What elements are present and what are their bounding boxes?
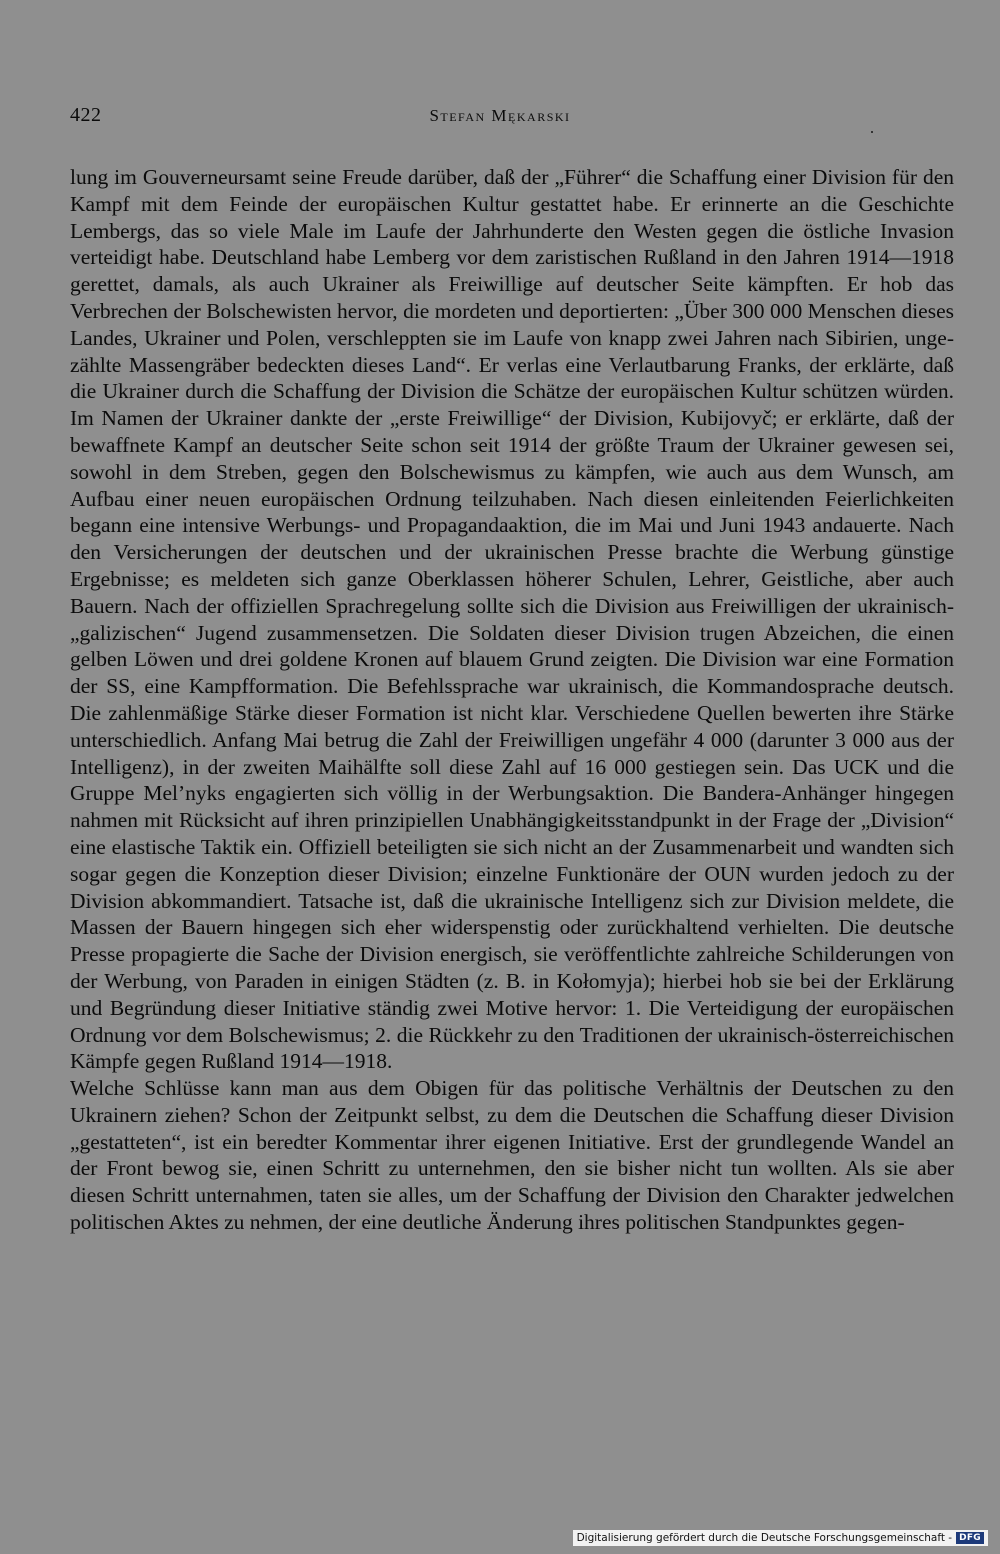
- digitization-footer: [573, 1530, 988, 1546]
- body-text: [70, 164, 954, 1236]
- footer-credit: Digitalisierung gefördert durch die Deutsche Forschungsgemeinschaft -: [576, 1532, 953, 1544]
- page-number: 422: [70, 104, 102, 126]
- running-head: Stefan Mękarski: [429, 106, 571, 125]
- paragraph-1: lung im Gouverneursamt seine Freude darüber, daß der „Führer“ die Schaffung einer Division für den Kampf mit dem Feinde der europäischen Kultur gestattet habe. Er erinnerte an die Geschichte Lembergs, das so viele Male im Laufe der Jahrhunderte den Westen gegen die östliche Invasion verteidigt habe. Deutschland habe Lemberg vor dem zaristischen Rußland in den Jahren 1914—1918 gerettet, damals, als auch Ukrainer als Freiwillige auf deutscher Seite kämpften. Er hob das Verbrechen der Bolschewisten hervor, die mordeten und deportierten: „Über 300 000 Menschen dieses Landes, Ukrainer und Polen, verschleppten sie im Laufe von knapp zwei Jahren nach Sibirien, ungezählte Massengräber bedeckten dieses Land“. Er verlas eine Verlautbarung Franks, der erklärte, daß die Ukrainer durch die Schaffung der Division die Schätze der europäischen Kultur schützen würden. Im Namen der Ukrainer dankte der „erste Freiwillige“ der Division, Kubijovyč; er erklärte, daß der bewaffnete Kampf an deutscher Seite schon seit 1914 der größte Traum der Ukrainer gewesen sei, sowohl in dem Streben, gegen den Bolschewismus zu kämpfen, wie auch aus dem Wunsch, am Aufbau einer neuen europäischen Ordnung teilzuhaben. Nach diesen einleitenden Feierlichkeiten begann eine intensive Werbungs- und Propagandaaktion, die im Mai und Juni 1943 andauerte. Nach den Versicherungen der deutschen und der ukrainischen Presse brachte die Werbung günstige Ergebnisse; es meldeten sich ganze Oberklassen höherer Schulen, Lehrer, Geistliche, aber auch Bauern. Nach der offiziellen Sprachregelung sollte sich die Division aus Freiwilligen der ukrainisch-„galizischen“ Jugend zusammensetzen. Die Soldaten dieser Division trugen Abzeichen, die einen gelben Löwen und drei goldene Kronen auf blauem Grund zeigten. Die Division war eine Formation der SS, eine Kampfformation. Die Befehlssprache war ukrainisch, die Kommandosprache deutsch. Die zahlenmäßige Stärke dieser Formation ist nicht klar. Verschiedene Quellen bewerten ihre Stärke unterschiedlich. Anfang Mai betrug die Zahl der Freiwilligen ungefähr 4 000 (darunter 3 000 aus der Intelligenz), in der zweiten Maihälfte soll diese Zahl auf 16 000 gestiegen sein. Das UCK und die Gruppe Mel’nyks engagierten sich völlig in der Werbungsaktion. Die Bandera-Anhänger hingegen nahmen mit Rücksicht auf ihren prinzipiellen Unabhängigkeitsstandpunkt in der Frage der „Division“ eine elastische Taktik ein. Offiziell beteiligten sie sich nicht an der Zusammenarbeit und wandten sich sogar gegen die Konzeption dieser Division; einzelne Funktionäre der OUN wurden jedoch zu der Division abkommandiert. Tatsache ist, daß die ukrainische Intelligenz sich zur Division meldete, die Massen der Bauern hingegen sich eher widerspenstig oder zurückhaltend verhielten. Die deutsche Presse propagierte die Sache der Division energisch, sie veröffentlichte zahlreiche Schilderungen von der Werbung, von Paraden in einigen Städten (z. B. in Kołomyja); hierbei hob sie bei der Erklärung und Begründung dieser Initiative ständig zwei Motive hervor: 1. Die Verteidigung der europäischen Ordnung vor dem Bolschewismus; 2. die Rückkehr zu den Traditionen der ukrainisch-österreichischen Kämpfe gegen Rußland 1914—1918.: [70, 165, 954, 1074]
- paragraph-2: Welche Schlüsse kann man aus dem Obigen für das politische Verhältnis der Deutschen zu den Ukrainern ziehen? Schon der Zeitpunkt selbst, zu dem die Deutschen die Schaffung dieser Division „gestatteten“, ist ein beredter Kommentar ihrer eigenen Initiative. Erst der grundlegende Wandel an der Front bewog sie, einen Schritt zu unternehmen, den sie bisher nicht tun wollten. Als sie aber diesen Schritt unternahmen, taten sie alles, um der Schaffung der Division den Charakter jedwelchen politischen Aktes zu nehmen, der eine deutliche Änderung ihres politischen Standpunktes gegen-: [70, 1076, 954, 1235]
- scan-speck: [871, 131, 873, 133]
- dfg-logo-icon: DFG: [956, 1532, 984, 1544]
